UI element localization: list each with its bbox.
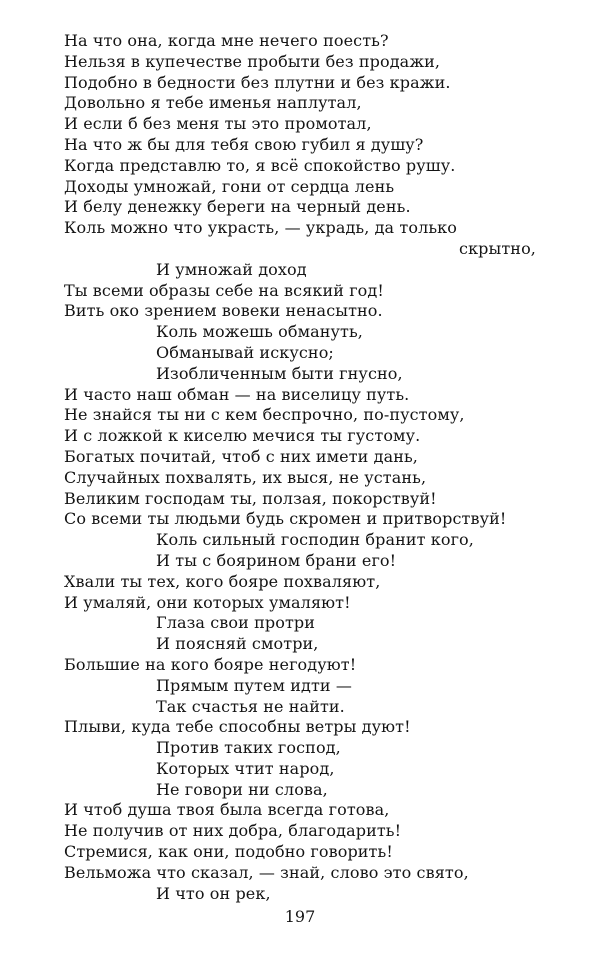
poem-line: Не получив от них добра, благодарить! bbox=[64, 821, 402, 841]
poem-line: Богатых почитай, чтоб с них имети дань, bbox=[64, 446, 418, 466]
poem-line: скрытно, bbox=[459, 238, 536, 258]
poem-line: И с ложкой к киселю мечися ты густому. bbox=[64, 426, 421, 446]
poem-line: Которых чтит народ, bbox=[156, 758, 335, 778]
poem-line: И умножай доход bbox=[156, 259, 307, 279]
poem-text bbox=[64, 31, 544, 904]
poem-line: Вить око зрением вовеки ненасытно. bbox=[64, 301, 383, 321]
poem-line: Ты всеми образы себе на всякий год! bbox=[64, 280, 384, 300]
poem-line: Так счастья не найти. bbox=[156, 696, 345, 716]
page-number: 197 bbox=[284, 907, 316, 926]
poem-line: Великим господам ты, ползая, покорствуй! bbox=[64, 488, 437, 508]
poem-line: Со всеми ты людьми будь скромен и притворствуй! bbox=[64, 509, 507, 529]
poem-line: Не говори ни слова, bbox=[156, 779, 328, 799]
poem-line: И если б без меня ты это промотал, bbox=[64, 114, 372, 134]
poem-line: Глаза свои протри bbox=[156, 613, 315, 633]
poem-line: Стремися, как они, подобно говорить! bbox=[64, 842, 393, 862]
poem-line: И что он рек, bbox=[156, 883, 271, 903]
poem-line: Прямым путем идти — bbox=[156, 675, 352, 695]
poem-line: И умаляй, они которых умаляют! bbox=[64, 592, 351, 612]
poem-line: Случайных похвалять, их выся, не устань, bbox=[64, 467, 427, 487]
poem-line: Коль можно что украсть, — украдь, да только bbox=[64, 218, 457, 238]
poem-line: Не знайся ты ни с кем беспрочно, по-пустому, bbox=[64, 405, 465, 425]
poem-line: И поясняй смотри, bbox=[156, 634, 319, 654]
poem-line: Изобличенным быти гнусно, bbox=[156, 363, 403, 383]
poem-line: И чтоб душа твоя была всегда готова, bbox=[64, 800, 390, 820]
poem-line: И часто наш обман — на виселицу путь. bbox=[64, 384, 410, 404]
poem-line: Коль можешь обмануть, bbox=[156, 322, 363, 342]
poem-line: И белу денежку береги на черный день. bbox=[64, 197, 411, 217]
poem-line: Хвали ты тех, кого бояре похваляют, bbox=[64, 571, 381, 591]
poem-line: На что она, когда мне нечего поесть? bbox=[64, 31, 389, 50]
poem-line: Довольно я тебе именья наплутал, bbox=[64, 93, 362, 113]
poem-line: Коль сильный господин бранит кого, bbox=[156, 530, 474, 550]
poem-line: Нельзя в купечестве пробыти без продажи, bbox=[64, 51, 441, 71]
poem-line: Когда представлю то, я всё спокойство рушу. bbox=[64, 155, 456, 175]
poem-line: Подобно в бедности без плутни и без кражи. bbox=[64, 72, 451, 92]
poem-line: Большие на кого бояре негодуют! bbox=[64, 654, 357, 674]
poem-line: Плыви, куда тебе способны ветры дуют! bbox=[64, 717, 411, 737]
poem-line: Доходы умножай, гони от сердца лень bbox=[64, 176, 395, 196]
poem-line: Обманывай искусно; bbox=[156, 342, 334, 362]
poem-line: Вельможа что сказал, — знай, слово это свято, bbox=[64, 862, 469, 882]
poem-line: И ты с боярином брани его! bbox=[156, 550, 397, 570]
poem-line: На что ж бы для тебя свою губил я душу? bbox=[64, 134, 424, 154]
poem-line: Против таких господ, bbox=[156, 738, 341, 758]
